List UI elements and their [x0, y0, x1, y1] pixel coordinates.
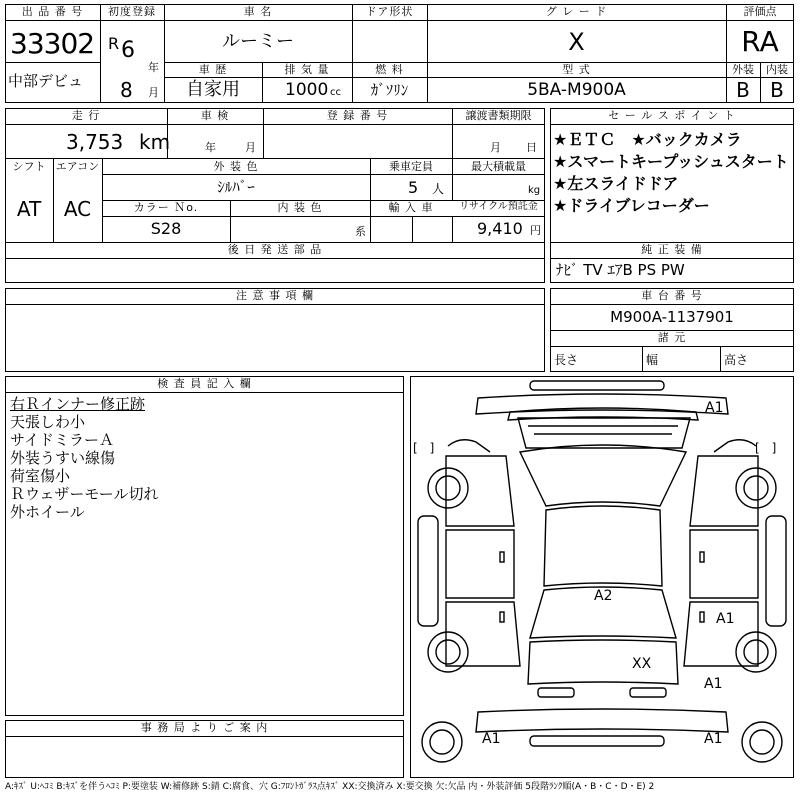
month-unit: 月 — [148, 86, 159, 99]
import-label: 輸 入 車 — [388, 201, 434, 214]
load-unit: kg — [528, 185, 541, 196]
sales-point-label: セ ー ル ス ポ イ ン ト — [608, 109, 736, 122]
chassis-label: 車 台 番 号 — [641, 289, 703, 302]
ac: AC — [63, 197, 92, 221]
history-label: 車 歴 — [198, 63, 228, 76]
displacement-label: 排 気 量 — [284, 63, 330, 76]
recycle-label: リサイクル預託金 — [459, 201, 538, 212]
score: RA — [741, 25, 779, 58]
region-label: 中部デビュ — [8, 72, 84, 90]
color-no: S28 — [150, 219, 182, 238]
interior-score: B — [770, 78, 784, 102]
displacement-unit: cc — [330, 87, 341, 98]
era: R — [108, 34, 120, 53]
transfer-label: 譲渡書類期限 — [465, 109, 532, 122]
inspector-note: 天張しわ小 — [10, 413, 86, 431]
later-parts-label: 後 日 発 送 部 品 — [227, 243, 323, 256]
car-name-label: 車 名 — [243, 5, 273, 18]
first-reg-year: 6 — [121, 38, 135, 63]
shift: AT — [16, 197, 42, 221]
specs-label: 諸 元 — [657, 331, 687, 344]
equipment-label: 純 正 装 備 — [641, 243, 703, 256]
fuel-label: 燃 料 — [375, 63, 404, 76]
score-label: 評価点 — [743, 5, 777, 18]
exterior-label: 外装 — [732, 63, 754, 76]
fuel: ｶﾞｿﾘﾝ — [370, 81, 409, 99]
equipment-value: ﾅﾋﾞ TV ｴｱB PS PW — [556, 261, 685, 279]
bracket-mark: [ ] — [755, 441, 777, 455]
inspection-year-unit: 年 — [205, 141, 216, 154]
inspection-month-unit: 月 — [245, 141, 256, 154]
seats: 5 — [408, 178, 419, 197]
int-color-label: 内 装 色 — [277, 201, 323, 214]
load-label: 最大積載量 — [471, 160, 526, 173]
history: 自家用 — [186, 79, 240, 100]
color-no-label: カラー Ｎo. — [133, 201, 199, 214]
transfer-day-unit: 日 — [526, 141, 537, 154]
inspector-note: サイドミラーＡ — [10, 431, 114, 449]
inspector-note: 外装うすい線傷 — [10, 449, 116, 467]
seats-label: 乗車定員 — [389, 160, 433, 173]
chassis-number: M900A-1137901 — [610, 308, 734, 326]
grade: X — [568, 28, 585, 56]
sales-point-line: ★ドライブレコーダー — [553, 196, 710, 215]
sales-point-line: ★左スライドドア — [553, 174, 679, 193]
ac-label: エアコン — [55, 160, 100, 173]
inspector-note: Ｒウェザーモール切れ — [10, 485, 159, 503]
seats-unit: 人 — [432, 182, 445, 196]
damage-mark: XX — [632, 656, 652, 672]
legend: A:ｷｽﾞ U:ﾍｺﾐ B:ｷｽﾞを伴うﾍｺﾐ P:要塗装 W:補修跡 S:錆 C:腐食、穴 G:ﾌﾛﾝﾄｶﾞﾗｽ点ｷｽﾞ XX:交換済み X:要交換 欠:欠品 内・外装評価 5段階ﾗﾝｸ順(A・B・C・D・E) 2 — [5, 782, 655, 792]
ext-color: ｼﾙﾊﾞｰ — [217, 178, 255, 196]
inspector-note: 荷室傷小 — [10, 467, 71, 485]
displacement: 1000 — [285, 80, 329, 100]
year-unit: 年 — [148, 61, 159, 74]
mileage-unit: km — [139, 130, 171, 154]
lot-no-label: 出 品 番 号 — [21, 5, 84, 18]
first-reg-label: 初度登録 — [108, 5, 156, 18]
int-color-unit: 系 — [355, 225, 366, 238]
bracket-mark: [ ] — [413, 441, 435, 455]
damage-mark: A1 — [705, 400, 724, 416]
sales-point-line: ★ＥＴＣ ★バックカメラ — [553, 130, 742, 149]
inspector-label: 検 査 員 記 入 欄 — [157, 377, 252, 390]
inspection-label: 車 検 — [200, 109, 230, 122]
car-diagram — [410, 376, 794, 778]
first-reg-month: 8 — [120, 78, 133, 102]
ext-color-label: 外 装 色 — [213, 160, 259, 173]
shift-label: シフト — [12, 160, 46, 173]
door-label: ドア形状 — [365, 5, 414, 18]
mileage: 3,753 — [66, 130, 124, 154]
damage-mark: A1 — [716, 611, 735, 627]
inspector-note: 右Ｒインナー修正跡 — [10, 395, 146, 413]
grade-label: グ レ ー ド — [545, 5, 608, 18]
transfer-month-unit: 月 — [490, 141, 501, 154]
lot-number: 33302 — [10, 27, 95, 60]
exterior-score: B — [736, 78, 750, 102]
office-label: 事 務 局 よ り ご 案 内 — [140, 721, 269, 734]
notes-label: 注 意 事 項 欄 — [236, 289, 314, 302]
damage-mark: A1 — [704, 676, 723, 692]
recycle-unit: 円 — [530, 224, 541, 237]
car-name: ルーミー — [222, 31, 294, 52]
sales-point-line: ★スマートキープッシュスタート — [553, 152, 789, 171]
reg-no-label: 登 録 番 号 — [326, 109, 389, 122]
spec-height-label: 高さ — [724, 353, 749, 367]
spec-length-label: 長さ — [554, 353, 579, 367]
inspector-note: 外ホイール — [10, 503, 85, 521]
damage-mark: A1 — [704, 731, 723, 747]
recycle-fee: 9,410 — [477, 219, 523, 238]
spec-width-label: 幅 — [646, 353, 659, 367]
damage-mark: A1 — [482, 731, 501, 747]
damage-mark: A2 — [594, 588, 613, 604]
model-label: 型 式 — [562, 63, 591, 76]
interior-label: 内装 — [766, 63, 788, 76]
model: 5BA-M900A — [527, 80, 626, 100]
mileage-label: 走 行 — [71, 109, 101, 122]
